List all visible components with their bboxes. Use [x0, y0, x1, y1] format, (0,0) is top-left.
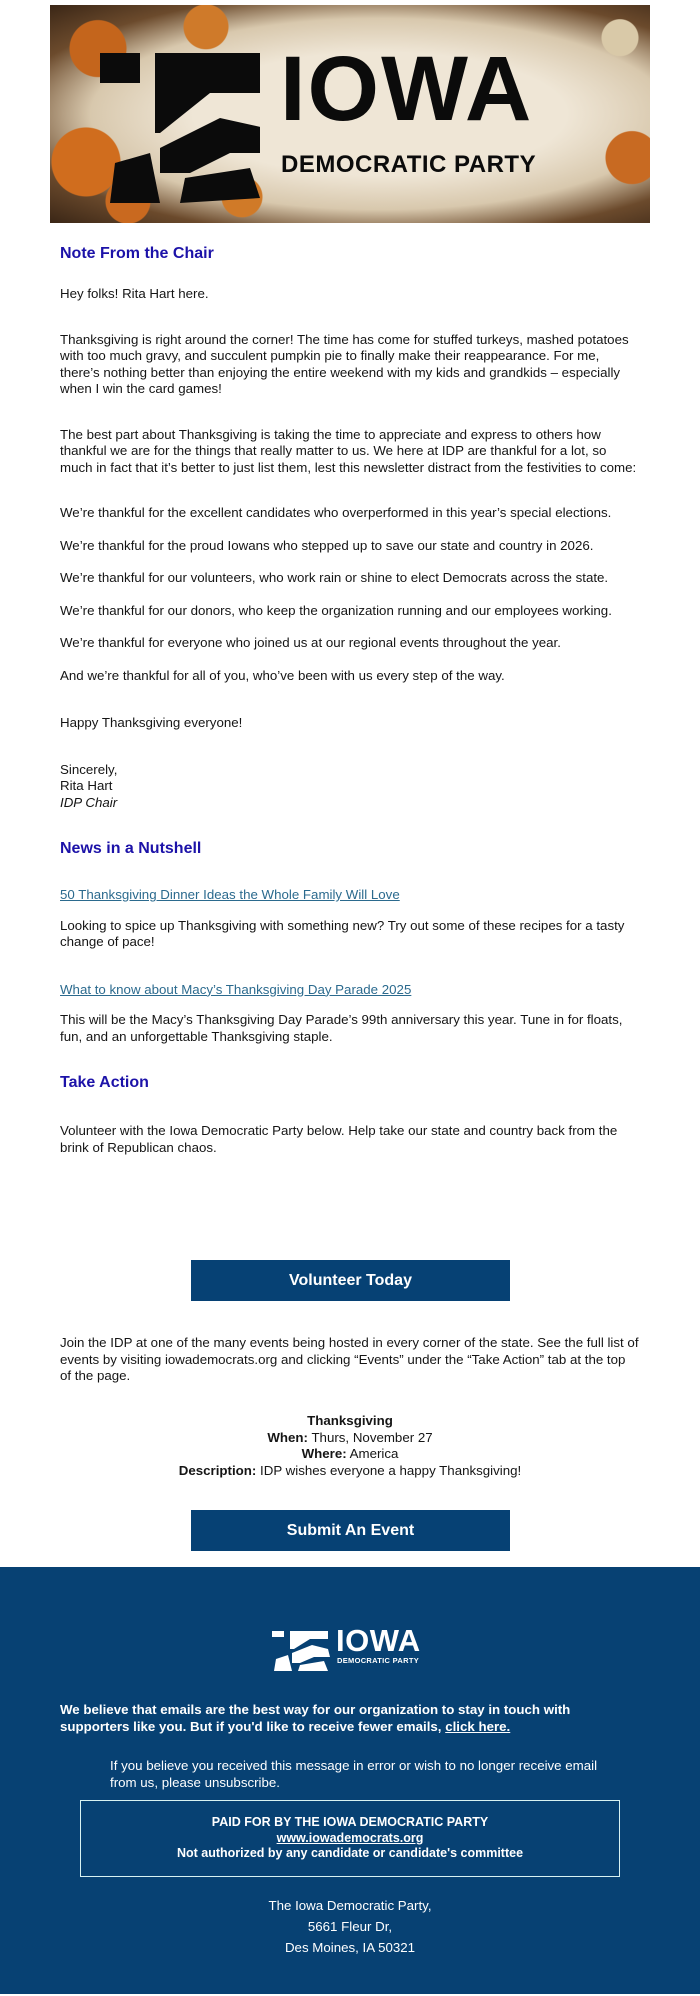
website-link[interactable]: www.iowademocrats.org — [276, 1830, 424, 1845]
submit-event-button[interactable]: Submit An Event — [191, 1510, 510, 1551]
not-authorized-line: Not authorized by any candidate or candidate's committee — [176, 1846, 524, 1860]
section-heading-take-action: Take Action — [60, 1074, 149, 1091]
address-line: 5661 Fleur Dr, — [307, 1919, 393, 1934]
paragraph: The best part about Thanksgiving is taking the time to appreciate and express to others how thankful we are for the things that really matter to us. We here at IDP are thankful for a lot, so much in fact that it’s better to just list them, lest this newsletter distract from the festivities to come: — [60, 426, 637, 475]
iowa-state-logo-icon — [270, 1625, 330, 1671]
thankful-item: We’re thankful for our volunteers, who work rain or shine to elect Democrats across the state. — [60, 570, 609, 585]
address-line: The Iowa Democratic Party, — [268, 1898, 432, 1913]
address-line: Des Moines, IA 50321 — [284, 1940, 416, 1955]
section-heading-note-from-chair: Note From the Chair — [60, 245, 214, 262]
newsletter-body — [60, 240, 640, 1156]
unsubscribe-note: If you believe you received this message in error or wish to no longer receive email from us, please unsubscribe. — [110, 1758, 598, 1790]
volunteer-text: Volunteer with the Iowa Democratic Party below. Help take our state and country back from the brink of Republican chaos. — [60, 1123, 618, 1155]
fewer-emails-link[interactable]: click here. — [445, 1718, 511, 1734]
thankful-item: We’re thankful for our donors, who keep the organization running and our employees working. — [60, 602, 612, 618]
signer-name: Rita Hart — [60, 778, 113, 793]
closing-line: Happy Thanksgiving everyone! — [60, 715, 243, 730]
signoff: Sincerely, — [60, 761, 118, 777]
event-name: Thanksgiving — [307, 1413, 393, 1428]
news-link-thanksgiving-dinner[interactable]: 50 Thanksgiving Dinner Ideas the Whole Family Will Love — [60, 887, 400, 902]
banner-title: IOWA — [280, 38, 534, 140]
event-when-value: Thurs, November 27 — [311, 1429, 433, 1445]
events-text: Join the IDP at one of the many events being hosted in every corner of the state. See the full list of events by visiting iowademocrats.org and clicking “Events” under the “Take Action” tab at the top of the page. — [60, 1335, 639, 1383]
footer-logo-subtitle: DEMOCRATIC PARTY — [337, 1656, 420, 1665]
event-where-label: Where: — [301, 1446, 347, 1461]
thankful-item: We’re thankful for the proud Iowans who stepped up to save our state and country in 2026. — [60, 537, 594, 553]
thankful-item: And we’re thankful for all of you, who’ve been with us every step of the way. — [60, 667, 505, 683]
news-summary: This will be the Macy’s Thanksgiving Day Parade’s 99th anniversary this year. Tune in for floats, fun, and an unforgettable Thanksgiving staple. — [60, 1012, 623, 1044]
event-description-label: Description: — [178, 1462, 257, 1478]
event-where-value: America — [349, 1446, 399, 1461]
paid-for-line: PAID FOR BY THE IOWA DEMOCRATIC PARTY — [211, 1815, 489, 1829]
paid-for-disclaimer-box — [80, 1800, 620, 1877]
greeting: Hey folks! Rita Hart here. — [60, 286, 209, 301]
footer-logo-title: IOWA — [336, 1623, 421, 1658]
signer-title: IDP Chair — [60, 794, 118, 810]
thankful-item: We’re thankful for everyone who joined us at our regional events throughout the year. — [60, 635, 561, 650]
news-summary: Looking to spice up Thanksgiving with something new? Try out some of these recipes for a tasty change of pace! — [60, 917, 625, 949]
footer — [0, 1567, 700, 1994]
email-preference-note — [60, 1702, 640, 1735]
header-banner-image — [50, 5, 650, 223]
event-description-value: IDP wishes everyone a happy Thanksgiving! — [260, 1462, 522, 1478]
thankful-item: We’re thankful for the excellent candidates who overperformed in this year’s special elections. — [60, 505, 612, 520]
banner-subtitle: DEMOCRATIC PARTY — [281, 151, 537, 178]
iowa-state-logo-icon — [100, 53, 260, 203]
paragraph: Thanksgiving is right around the corner! The time has come for stuffed turkeys, mashed potatoes with too much gravy, and succulent pumpkin pie to finally make their reappearance. For me, there’s nothing better than enjoying the entire weekend with my kids and grandkids – especially when I win the card games! — [60, 331, 629, 396]
news-link-macys-parade[interactable]: What to know about Macy’s Thanksgiving Day Parade 2025 — [60, 981, 412, 997]
event-when-label: When: — [267, 1429, 308, 1445]
mailing-address — [0, 1895, 700, 1958]
email-preference-text: We believe that emails are the best way for our organization to stay in touch with supporters like you. But if you'd like to receive fewer emails, — [60, 1702, 571, 1734]
event-card — [140, 1413, 560, 1479]
footer-logo — [270, 1625, 430, 1671]
section-heading-news: News in a Nutshell — [60, 840, 202, 857]
volunteer-today-button[interactable]: Volunteer Today — [191, 1260, 510, 1301]
